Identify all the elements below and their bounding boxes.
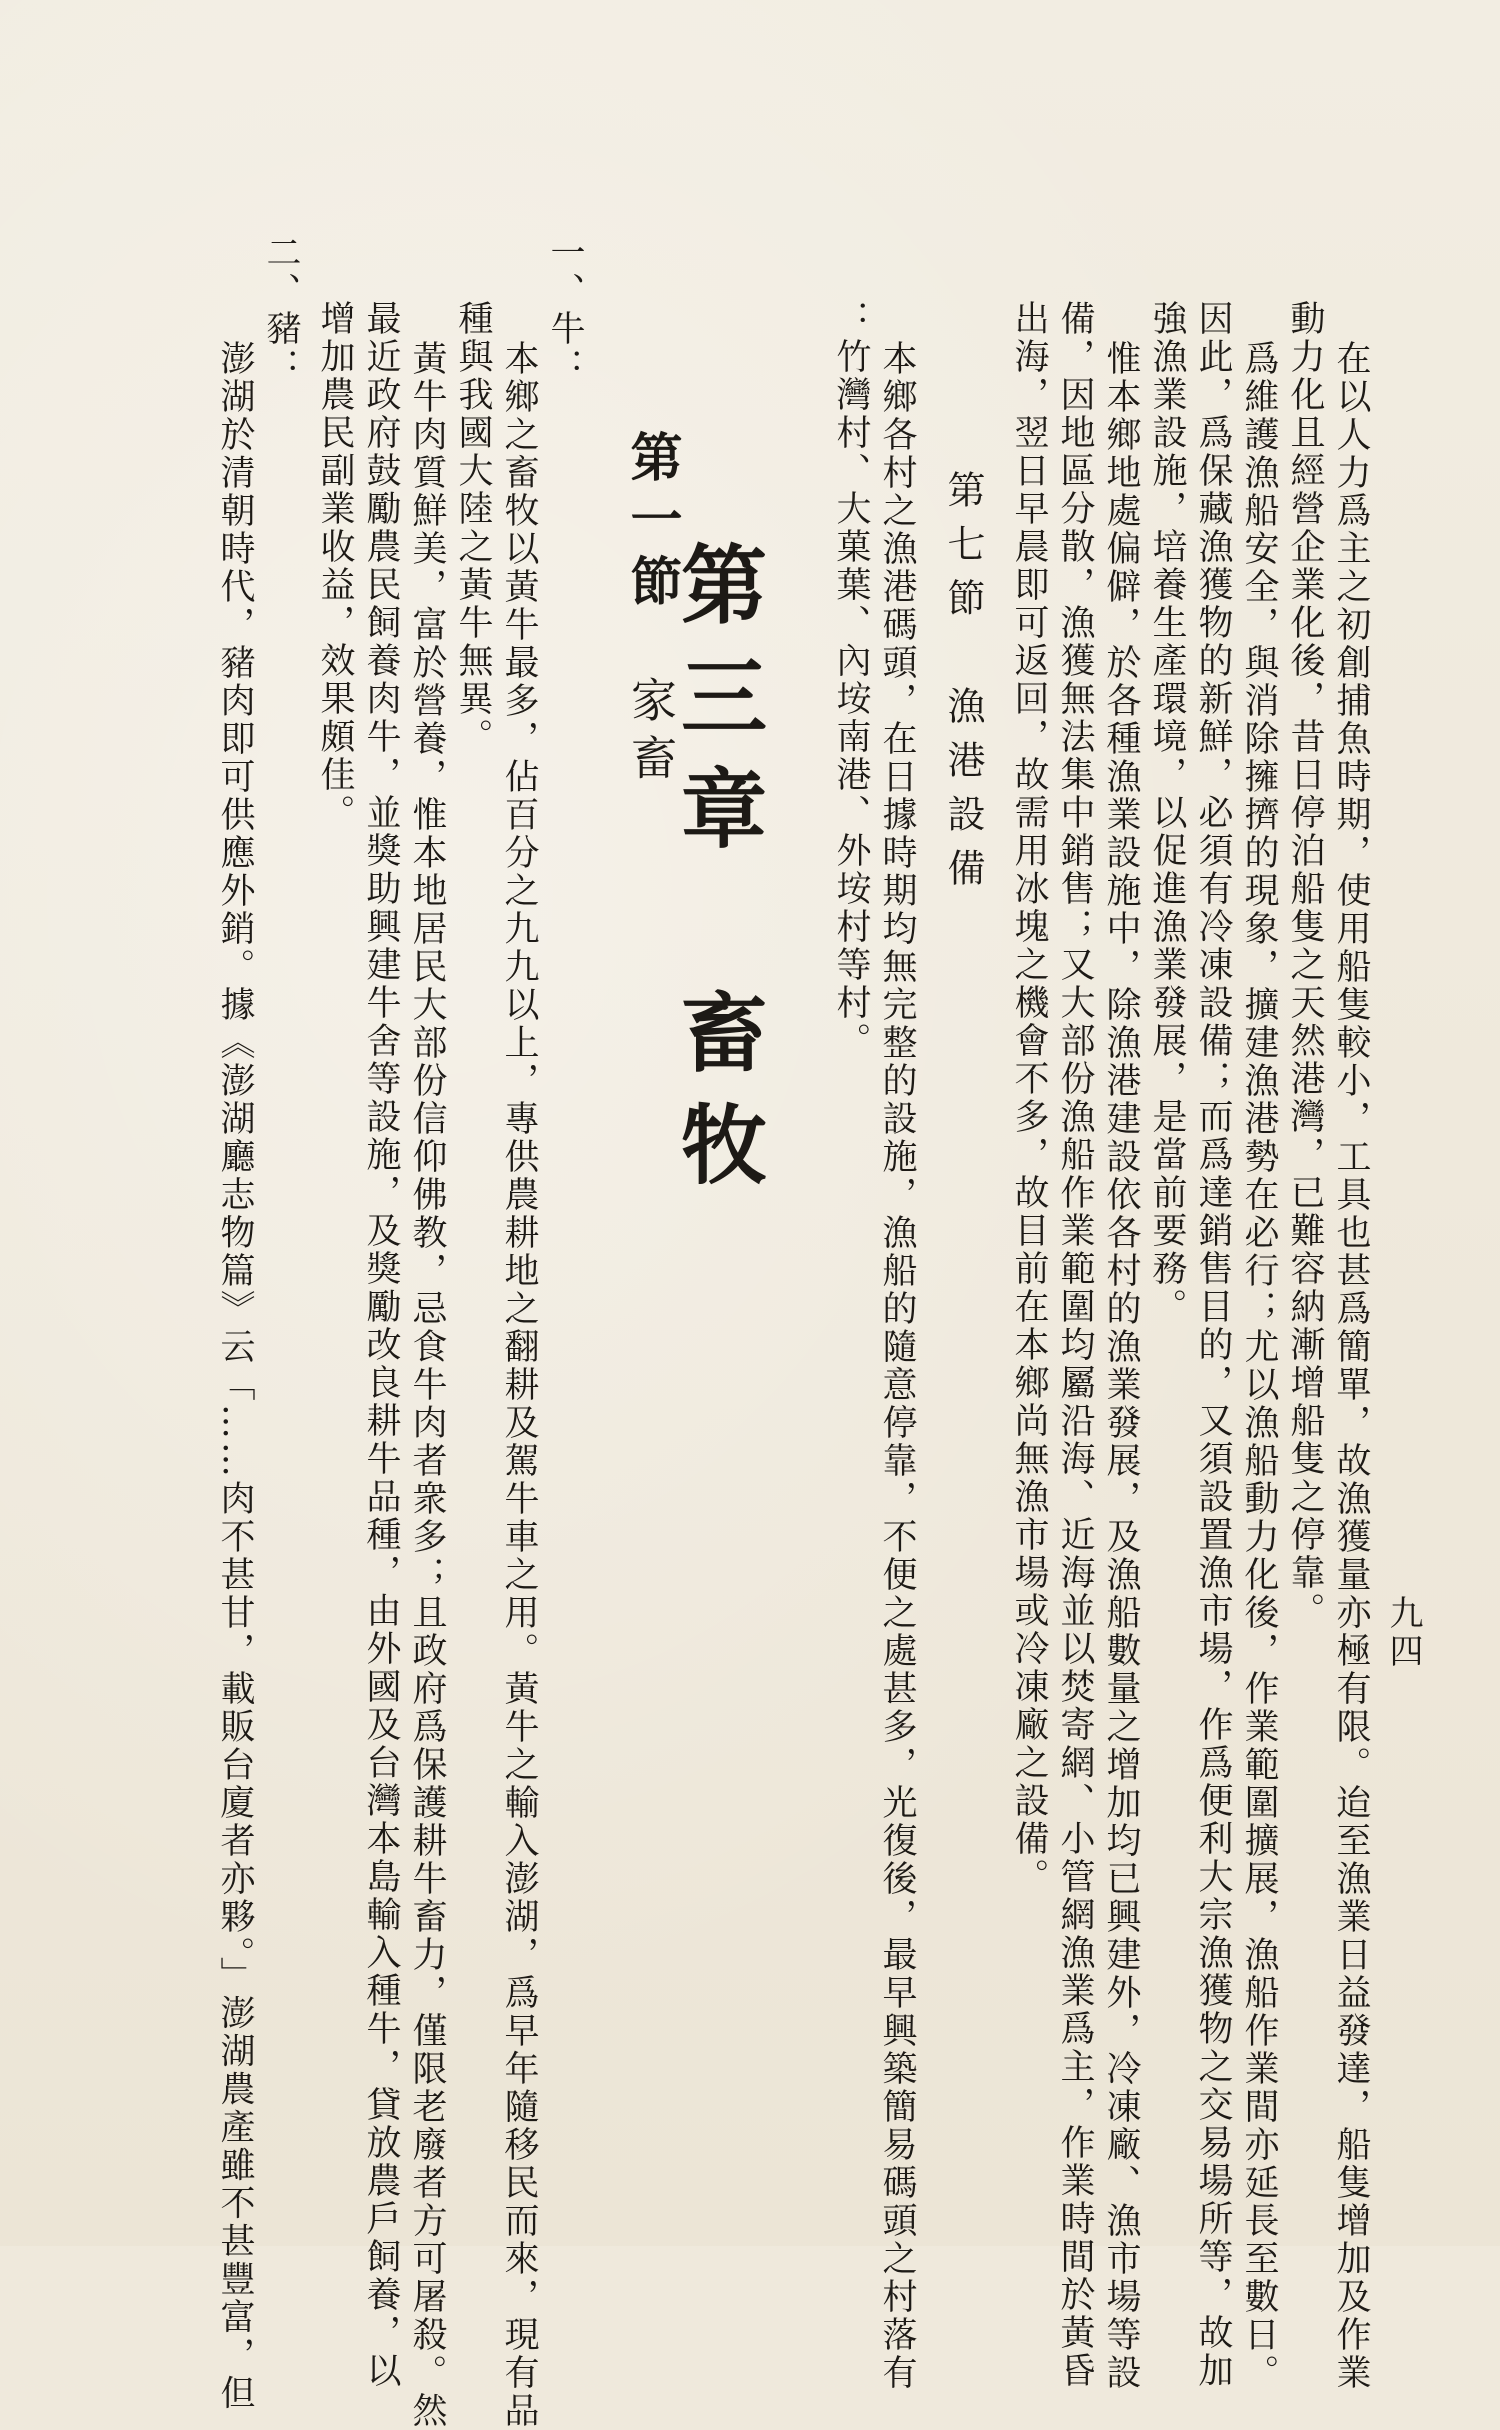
text-line: 備，因地區分散，漁獲無法集中銷售；又大部份漁船作業範圍均屬沿海、近海並以焚寄網、小管網漁業爲主，作業時間於黃昏 (1055, 300, 1095, 2390)
text-line: 在以人力爲主之初創捕魚時期，使用船隻較小，工具也甚爲簡單，故漁獲量亦極有限。迨至漁業日益發達，船隻增加及作業 (1331, 340, 1371, 2392)
text-line: ：竹灣村、大菓葉、內垵南港、外垵村等村。 (831, 300, 871, 1060)
text-line: 本鄉各村之漁港碼頭，在日據時期均無完整的設施，漁船的隨意停靠，不便之處甚多，光復後，最早興築簡易碼頭之村落有 (877, 340, 917, 2392)
text-line: 強漁業設施，培養生產環境，以促進漁業發展，是當前要務。 (1147, 300, 1187, 1326)
text-line: 最近政府鼓勵農民飼養肉牛，並獎助興建牛舍等設施，及獎勵改良耕牛品種，由外國及台灣本島輸入種牛，貸放農戶飼養，以 (361, 300, 401, 2390)
page-number: 九四 (1383, 1595, 1423, 1671)
text-line: 種與我國大陸之黃牛無異。 (453, 300, 493, 756)
section-1-title: 家畜 (624, 676, 678, 792)
section-7-heading: 第七節 漁港設備 (941, 470, 985, 902)
text-line: 出海，翌日早晨即可返回，故需用冰塊之機會不多，故目前在本鄉尚無漁市場或冷凍廠之設備。 (1009, 300, 1049, 1896)
subheading-pigs: 二、豬： (261, 234, 301, 386)
text-line: 惟本鄉地處偏僻，於各種漁業設施中，除漁港建設依各村的漁業發展，及漁船數量之增加均已興建外，冷凍廠、漁市場等設 (1101, 340, 1141, 2392)
section-1-heading (621, 430, 682, 792)
text-line: 動力化且經營企業化後，昔日停泊船隻之天然港灣，已難容納漸增船隻之停靠。 (1285, 300, 1325, 1630)
section-1-number: 第一節 (621, 430, 682, 616)
text-line: 增加農民副業收益，效果頗佳。 (315, 300, 355, 832)
subheading-cattle: 一、牛： (545, 234, 585, 386)
text-line: 澎湖於清朝時代，豬肉即可供應外銷。據《澎湖廳志物篇》云「……肉不甚甘，載販台廈者亦夥。」澎湖農產雖不甚豐富，但 (215, 340, 255, 2413)
text-line: 因此，爲保藏漁獲物的新鮮，必須有冷凍設備；而爲達銷售目的，又須設置漁市場，作爲便利大宗漁獲物之交易場所等，故加 (1193, 300, 1233, 2390)
text-line: 黃牛肉質鮮美，富於營養，惟本地居民大部份信仰佛教，忌食牛肉者衆多；且政府爲保護耕牛畜力，僅限老廢者方可屠殺。然 (407, 340, 447, 2430)
chapter-title: 第三章 畜牧 (666, 540, 767, 1212)
text-line: 本鄉之畜牧以黃牛最多，佔百分之九九以上，專供農耕地之翻耕及駕牛車之用。黃牛之輸入澎湖，爲早年隨移民而來，現有品 (499, 340, 539, 2430)
text-line: 爲維護漁船安全，與消除擁擠的現象，擴建漁港勢在必行；尤以漁船動力化後，作業範圍擴展，漁船作業間亦延長至數日。 (1239, 340, 1279, 2392)
